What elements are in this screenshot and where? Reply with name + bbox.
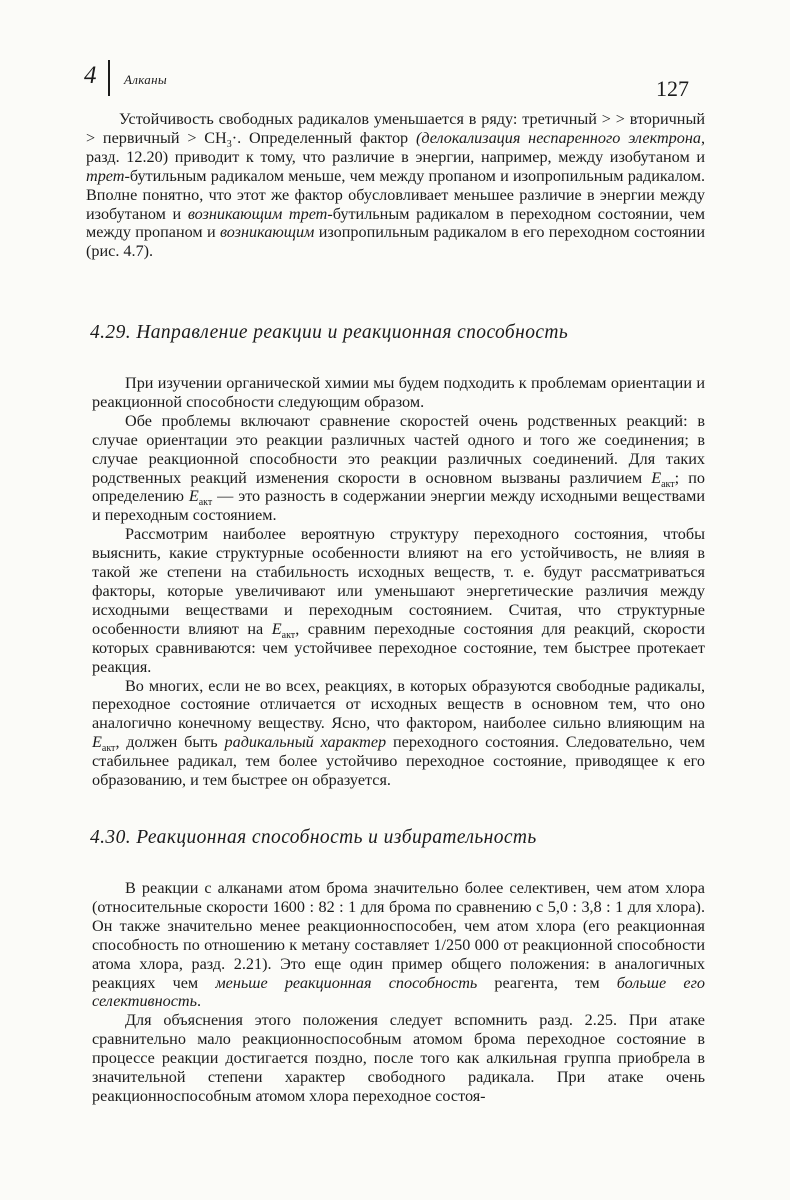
text-run: -бутильным радикалом в переходном состоянии, чем между пропаном и (86, 204, 705, 242)
text-run: реагента, тем (477, 973, 617, 992)
text-run: Рассмотрим наиболее вероятную структуру переходного состояния, чтобы выяснить, какие структурные особенности влияют на его устойчивость, не влияя в такой же степени на стабильность исходных веществ, т. е. будут рассматриваться факторы, которые увеличивают или уменьшают энергетические различия между исходными веществами и переходным состоянием. Считая, что структурные особенности влияют на (92, 525, 705, 638)
text-run: изопропильным радикалом в его переходном состоянии (рис. 4.7). (86, 223, 705, 261)
text-run: , сравним переходные состояния для реакций, скорости которых сравниваются: чем устойчивее переходное состояние, тем быстрее протекает реакция. (92, 619, 705, 676)
emphasis: (делокализация неспаренного электрона (415, 128, 701, 147)
paragraph: При изучении органической химии мы будем подходить к проблемам ориентации и реакционной способности следующим образом. (92, 374, 705, 411)
paragraph: Для объяснения этого положения следует вспомнить разд. 2.25. При атаке сравнительно мало реакционноспособным атомом брома переходное состояние в процессе реакции достигается поздно, после того как алкильная группа приобрела в значительной степени характер свободного радикала. При атаке очень реакционноспособным атомом хлора переходное состоя- (92, 1011, 705, 1105)
section-4-29-body (92, 374, 705, 790)
section-4-30-body (92, 879, 705, 1106)
paragraph (92, 412, 705, 525)
subscript: акт (198, 497, 213, 509)
running-header (0, 0, 790, 110)
chapter-number: 4 (84, 62, 97, 89)
paragraph (92, 525, 705, 676)
text-run: Обе проблемы включают сравнение скоростей очень родственных реакций: в случае ориентации это реакции различных частей одного и того же соединения; в случае реакционной способности это реакции различных соединений. Для таких родственных реакций изменения скорости в основном вызваны различием (92, 411, 705, 487)
emphasis: возникающим (219, 223, 315, 242)
emphasis: больше его селективность (92, 973, 705, 1011)
subscript: 3 (226, 139, 232, 151)
text-run: , разд. 12.20) приводит к тому, что различие в энергии, например, между изобутаном и (86, 128, 705, 166)
page-number: 127 (656, 76, 689, 101)
emphasis: трет (86, 166, 125, 185)
text-run: Во многих, если не во всех, реакциях, в которых образуются свободные радикалы, переходное состояние отличается от исходных веществ в основном тем, что оно аналогично конечному веществу. Ясно, что фактором, наиболее сильно влияющим на (92, 676, 705, 733)
section-heading-4-30: 4.30. Реакционная способность и избирательность (90, 827, 537, 848)
text-run: -бутильным радикалом меньше, чем между пропаном и изопропильным радикалом. Вполне понятно, что этот же фактор обусловливает меньшее различие в энергии между изобутаном и (86, 166, 705, 223)
variable-e: E (651, 468, 662, 487)
chapter-title: Алканы (124, 72, 167, 87)
text-run: ; по определению (92, 468, 705, 506)
text-run: Устойчивость свободных радикалов уменьшается в ряду: третичный > > вторичный > первичный > CH (86, 110, 705, 147)
text-run: , должен быть (115, 733, 225, 752)
header-divider (108, 60, 110, 96)
paragraph (92, 677, 705, 790)
intro-paragraph (86, 110, 705, 261)
text-run: ·. Определенный фактор (231, 128, 416, 147)
section-heading-4-29: 4.29. Направление реакции и реакционная способность (90, 322, 569, 343)
variable-e: E (271, 619, 282, 638)
text-run: переходного состояния. Следовательно, чем стабильнее радикал, тем более устойчиво переходное состояние, приводящее к его образованию, и тем быстрее он образуется. (92, 733, 705, 790)
subscript: акт (281, 630, 296, 642)
text-run: В реакции с алканами атом брома значительно более селективен, чем атом хлора (относительные скорости 1600 : 82 : 1 для брома по сравнению с 5,0 : 3,8 : 1 для хлора). Он также значительно менее реакционноспособен, чем атом хлора (его реакционная способность по отношению к метану составляет 1/250 000 от реакционной способности атома хлора, разд. 2.21). Это еще один пример общего положения: в аналогичных реакциях чем (92, 879, 705, 992)
emphasis: меньше реакционная способность (215, 973, 478, 992)
text-run: — это разность в содержании энергии между исходными веществами и переходным состоянием. (92, 487, 705, 525)
variable-e: E (188, 487, 199, 506)
subscript: акт (661, 478, 675, 490)
subscript: акт (101, 743, 116, 755)
paragraph (92, 879, 705, 1011)
emphasis: возникающим трет (187, 204, 328, 223)
variable-e: E (92, 733, 102, 752)
emphasis: радикальный характер (224, 733, 387, 752)
text-run: . (196, 992, 201, 1011)
